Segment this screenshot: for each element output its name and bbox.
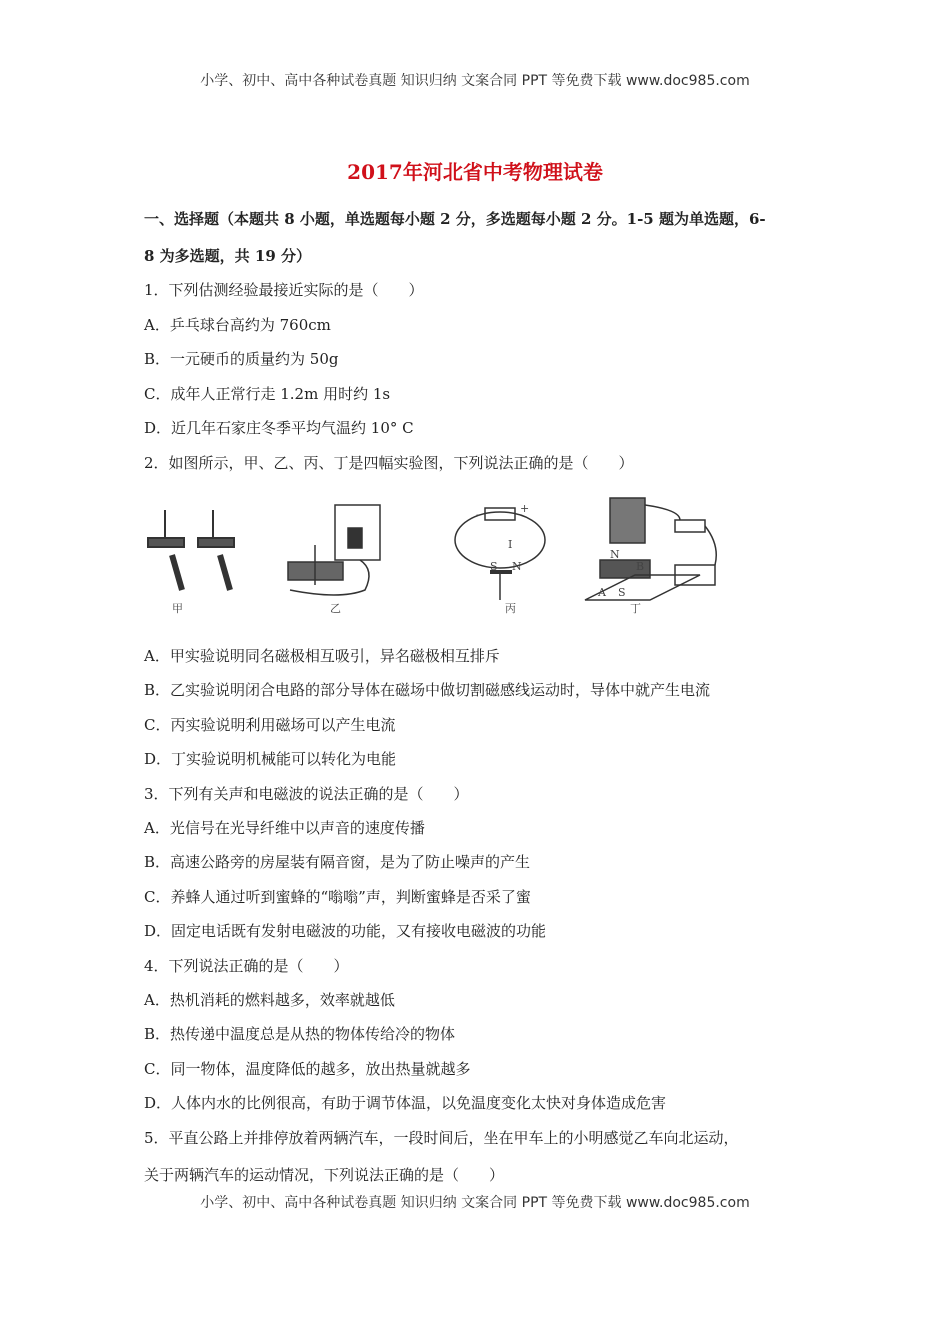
question-line: B．热传递中温度总是从热的物体传给冷的物体 <box>144 1025 456 1043</box>
question-line: C．同一物体，温度降低的越多，放出热量就越多 <box>144 1060 471 1078</box>
question-line: 5．平直公路上并排停放着两辆汽车，一段时间后，坐在甲车上的小明感觉乙车向北运动， <box>144 1129 739 1147</box>
figure-bing <box>455 508 545 600</box>
question-line: 4．下列说法正确的是（ ） <box>144 957 349 975</box>
question-line: D．人体内水的比例很高，有助于调节体温，以免温度变化太快对身体造成危害 <box>144 1094 667 1112</box>
page-header: 小学、初中、高中各种试卷真题 知识归纳 文案合同 PPT 等免费下载 www.doc985.com <box>200 73 750 89</box>
mark-minus: - <box>476 508 480 521</box>
mark-plus: + <box>520 502 530 515</box>
mark-north-bing: N <box>512 560 522 573</box>
mark-a: A <box>598 586 606 599</box>
question-line: A．光信号在光导纤维中以声音的速度传播 <box>144 819 425 837</box>
question-line: 3．下列有关声和电磁波的说法正确的是（ ） <box>144 785 469 803</box>
section-heading-cont: 8 为多选题，共 19 分） <box>144 247 311 265</box>
mark-b: B <box>636 560 645 573</box>
question-line: D．近几年石家庄冬季平均气温约 10° C <box>144 419 414 437</box>
document-title: 2017年河北省中考物理试卷 <box>347 160 603 184</box>
question-line: A．乒乓球台高约为 760cm <box>144 316 331 334</box>
question-line: D．丁实验说明机械能可以转化为电能 <box>144 750 397 768</box>
question-line: B．一元硬币的质量约为 50g <box>144 350 339 368</box>
question-line: D．固定电话既有发射电磁波的功能，又有接收电磁波的功能 <box>144 922 547 940</box>
question-line: 1．下列估测经验最接近实际的是（ ） <box>144 281 424 299</box>
question-line: C．成年人正常行走 1.2m 用时约 1s <box>144 385 391 403</box>
page-footer: 小学、初中、高中各种试卷真题 知识归纳 文案合同 PPT 等免费下载 www.doc985.com <box>200 1195 750 1211</box>
question-line: 2．如图所示，甲、乙、丙、丁是四幅实验图，下列说法正确的是（ ） <box>144 454 634 472</box>
mark-south-ding: S <box>618 586 626 599</box>
experiment-figure <box>140 490 740 620</box>
question-line: C．丙实验说明利用磁场可以产生电流 <box>144 716 396 734</box>
question-line: B．乙实验说明闭合电路的部分导体在磁场中做切割磁感线运动时，导体中就产生电流 <box>144 681 711 699</box>
figure-jia <box>148 510 234 590</box>
question-line: A．热机消耗的燃料越多，效率就越低 <box>144 991 395 1009</box>
mark-south-bing: S <box>490 560 498 573</box>
question-line: C．养蜂人通过听到蜜蜂的“嗡嗡”声，判断蜜蜂是否采了蜜 <box>144 888 531 906</box>
label-jia: 甲 <box>172 602 183 615</box>
question-line: B．高速公路旁的房屋装有隔音窗，是为了防止噪声的产生 <box>144 853 531 871</box>
mark-current: I <box>508 538 513 551</box>
figure-yi <box>288 505 380 595</box>
figure-ding <box>585 498 716 600</box>
mark-north-ding: N <box>610 548 620 561</box>
label-bing: 丙 <box>505 602 516 615</box>
section-heading: 一、选择题（本题共 8 小题，单选题每小题 2 分，多选题每小题 2 分。1-5 题为单选题，6- <box>144 210 766 228</box>
question-line: 关于两辆汽车的运动情况，下列说法正确的是（ ） <box>144 1166 505 1184</box>
label-ding: 丁 <box>630 602 641 615</box>
label-yi: 乙 <box>330 602 341 615</box>
question-line: A．甲实验说明同名磁极相互吸引，异名磁极相互排斥 <box>144 647 500 665</box>
